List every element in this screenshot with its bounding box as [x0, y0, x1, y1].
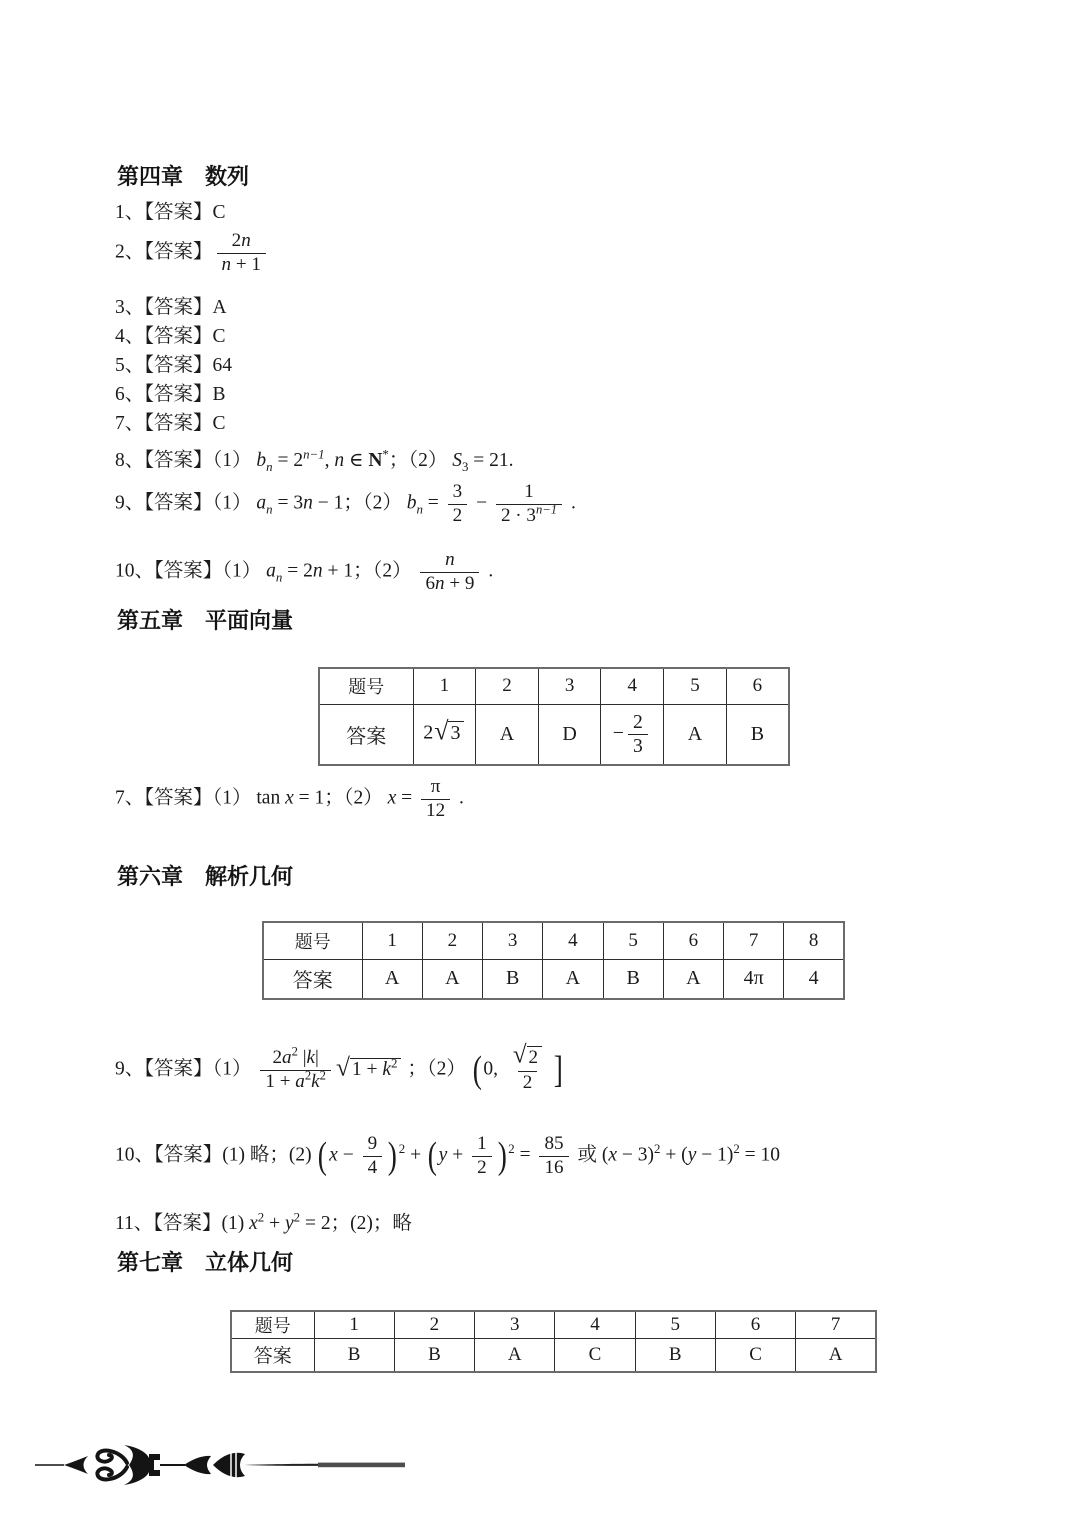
question-number-cell: 4 [543, 922, 603, 959]
big-delimiter: ( [427, 1134, 437, 1177]
answer-cell: 4 [784, 959, 844, 999]
answer-cell: 2 √ 3 [413, 704, 476, 765]
question-number-cell: 7 [724, 922, 784, 959]
question-number-cell: 5 [603, 922, 663, 959]
answer-cell: A [476, 704, 539, 765]
chapter4-answer-4: 4、【答案】C [115, 326, 226, 347]
answer-cell: B [726, 704, 789, 765]
row-label-cell: 答案 [319, 704, 413, 765]
question-number-cell: 4 [601, 668, 664, 704]
answer-cell: C [555, 1339, 635, 1372]
big-delimiter: ( [472, 1049, 482, 1092]
chapter6-heading: 第六章 解析几何 [117, 864, 294, 889]
answer-cell: B [603, 959, 663, 999]
chapter4-answer-3: 3、【答案】A [115, 297, 227, 318]
answer-cell: B [394, 1339, 474, 1372]
question-number-cell: 1 [362, 922, 422, 959]
chapter4-answer-10: 10、【答案】（1） $a_n = 2n + 1$；（2） $\frac{n}{6n + 9}$ . [115, 549, 494, 594]
answer-cell: 4π [724, 959, 784, 999]
question-number-cell: 4 [555, 1311, 635, 1339]
question-number-cell: 1 [413, 668, 476, 704]
sqrt-radical: √ $1 + k^2$ [336, 1058, 402, 1083]
fraction: $\frac{2a^2 |k|}{1 + a^2k^2}$ [260, 1047, 331, 1093]
chapter4-heading: 第四章 数列 [117, 164, 250, 189]
fraction: $\frac{\pi}{12}$ [421, 776, 450, 822]
big-delimiter: ) [387, 1134, 398, 1177]
question-number-cell: 3 [475, 1311, 555, 1339]
row-label-cell: 答案 [231, 1339, 314, 1372]
chapter6-answer-9: 9、【答案】（1） $\frac{2a^2 |k|}{1 + a^2k^2}$ √ $1 + k^2$ ；（2） (0, √ 2 2 ] [115, 1041, 564, 1093]
answer-cell: − $\frac{2}{3}$ [601, 704, 664, 765]
chapter4-answer-8: 8、【答案】（1） $b_n = 2^{n-1}$, n ∈ N*；（2） $S_3 = 21$. [115, 447, 514, 474]
chapter4-answer-6: 6、【答案】B [115, 384, 226, 405]
question-number-cell: 3 [483, 922, 543, 959]
answer-cell: A [796, 1339, 876, 1372]
big-delimiter: ( [318, 1134, 328, 1177]
question-number-cell: 7 [796, 1311, 876, 1339]
answer-cell: A [663, 959, 723, 999]
chapter5-answer-7: 7、【答案】（1） tan x = 1；（2） x = $\frac{\pi}{12}$ . [115, 776, 464, 821]
chapter7-heading: 第七章 立体几何 [117, 1250, 294, 1275]
question-number-cell: 1 [314, 1311, 394, 1339]
fraction: $\frac{3}{2}$ [448, 481, 468, 527]
chapter4-answer-9: 9、【答案】（1） $a_n = 3n - 1$；（2） $b_n$ = $\frac{3}{2}$ − $\frac{1}{2 \cdot 3^{n-1}}$ . [115, 481, 576, 526]
question-number-cell: 5 [635, 1311, 715, 1339]
answer-cell: A [543, 959, 603, 999]
chapter4-answer-2: 2、【答案】 $\frac{2n}{n + 1}$ [115, 230, 270, 276]
big-delimiter: ] [553, 1049, 564, 1092]
chapter4-answer-1: 1、【答案】C [115, 202, 226, 223]
chapter6-answer-table [262, 921, 845, 1000]
row-label-cell: 答案 [263, 959, 362, 999]
fraction: $\frac{9}{4}$ [363, 1133, 383, 1179]
fraction: $\frac{85}{16}$ [539, 1133, 568, 1179]
chapter4-answer-5: 5、【答案】64 [115, 355, 233, 376]
row-label-cell: 题号 [263, 922, 362, 959]
question-number-cell: 5 [664, 668, 727, 704]
ornament-divider-icon [33, 1441, 405, 1489]
chapter6-answer-11: 11、【答案】(1) $x^2 + y^2 = 2$；(2)；略 [115, 1210, 412, 1234]
answer-cell: A [475, 1339, 555, 1372]
answer-cell: A [664, 704, 727, 765]
chapter6-answer-10: 10、【答案】(1) 略；(2) (x − $\frac{9}{4}$ ) $^2$ + (y + $\frac{1}{2}$ ) $^2$ = $\frac{85}{16}$ 或 $(x - 3)^2 + (y - 1)^2 = 10$ [115, 1133, 781, 1178]
answer-cell: B [314, 1339, 394, 1372]
answer-cell: C [715, 1339, 795, 1372]
big-delimiter: ) [497, 1134, 507, 1177]
chapter5-answer-table [318, 667, 790, 766]
answer-cell: A [422, 959, 482, 999]
question-number-cell: 8 [784, 922, 844, 959]
sqrt-radical: √ 3 [434, 721, 464, 747]
row-label-cell: 题号 [231, 1311, 314, 1339]
answer-cell: A [362, 959, 422, 999]
answer-cell: B [635, 1339, 715, 1372]
answer-cell: B [483, 959, 543, 999]
question-number-cell: 6 [715, 1311, 795, 1339]
question-number-cell: 2 [394, 1311, 474, 1339]
chapter5-heading: 第五章 平面向量 [117, 608, 294, 633]
fraction: √ 2 2 [507, 1046, 548, 1094]
question-number-cell: 6 [663, 922, 723, 959]
question-number-cell: 6 [726, 668, 789, 704]
fraction: $\frac{n}{6n + 9}$ [420, 549, 479, 595]
question-number-cell: 2 [476, 668, 539, 704]
row-label-cell: 题号 [319, 668, 413, 704]
chapter7-answer-table [230, 1310, 877, 1373]
fraction: $\frac{1}{2 \cdot 3^{n-1}}$ [496, 481, 562, 527]
chapter4-answer-7: 7、【答案】C [115, 413, 226, 434]
sqrt-radical: √ 2 [513, 1046, 542, 1071]
fraction: $\frac{2}{3}$ [628, 711, 648, 758]
answer-cell: D [538, 704, 601, 765]
question-number-cell: 2 [422, 922, 482, 959]
fraction: $\frac{1}{2}$ [472, 1133, 492, 1179]
fraction: $\frac{2n}{n + 1}$ [217, 230, 266, 276]
question-number-cell: 3 [538, 668, 601, 704]
